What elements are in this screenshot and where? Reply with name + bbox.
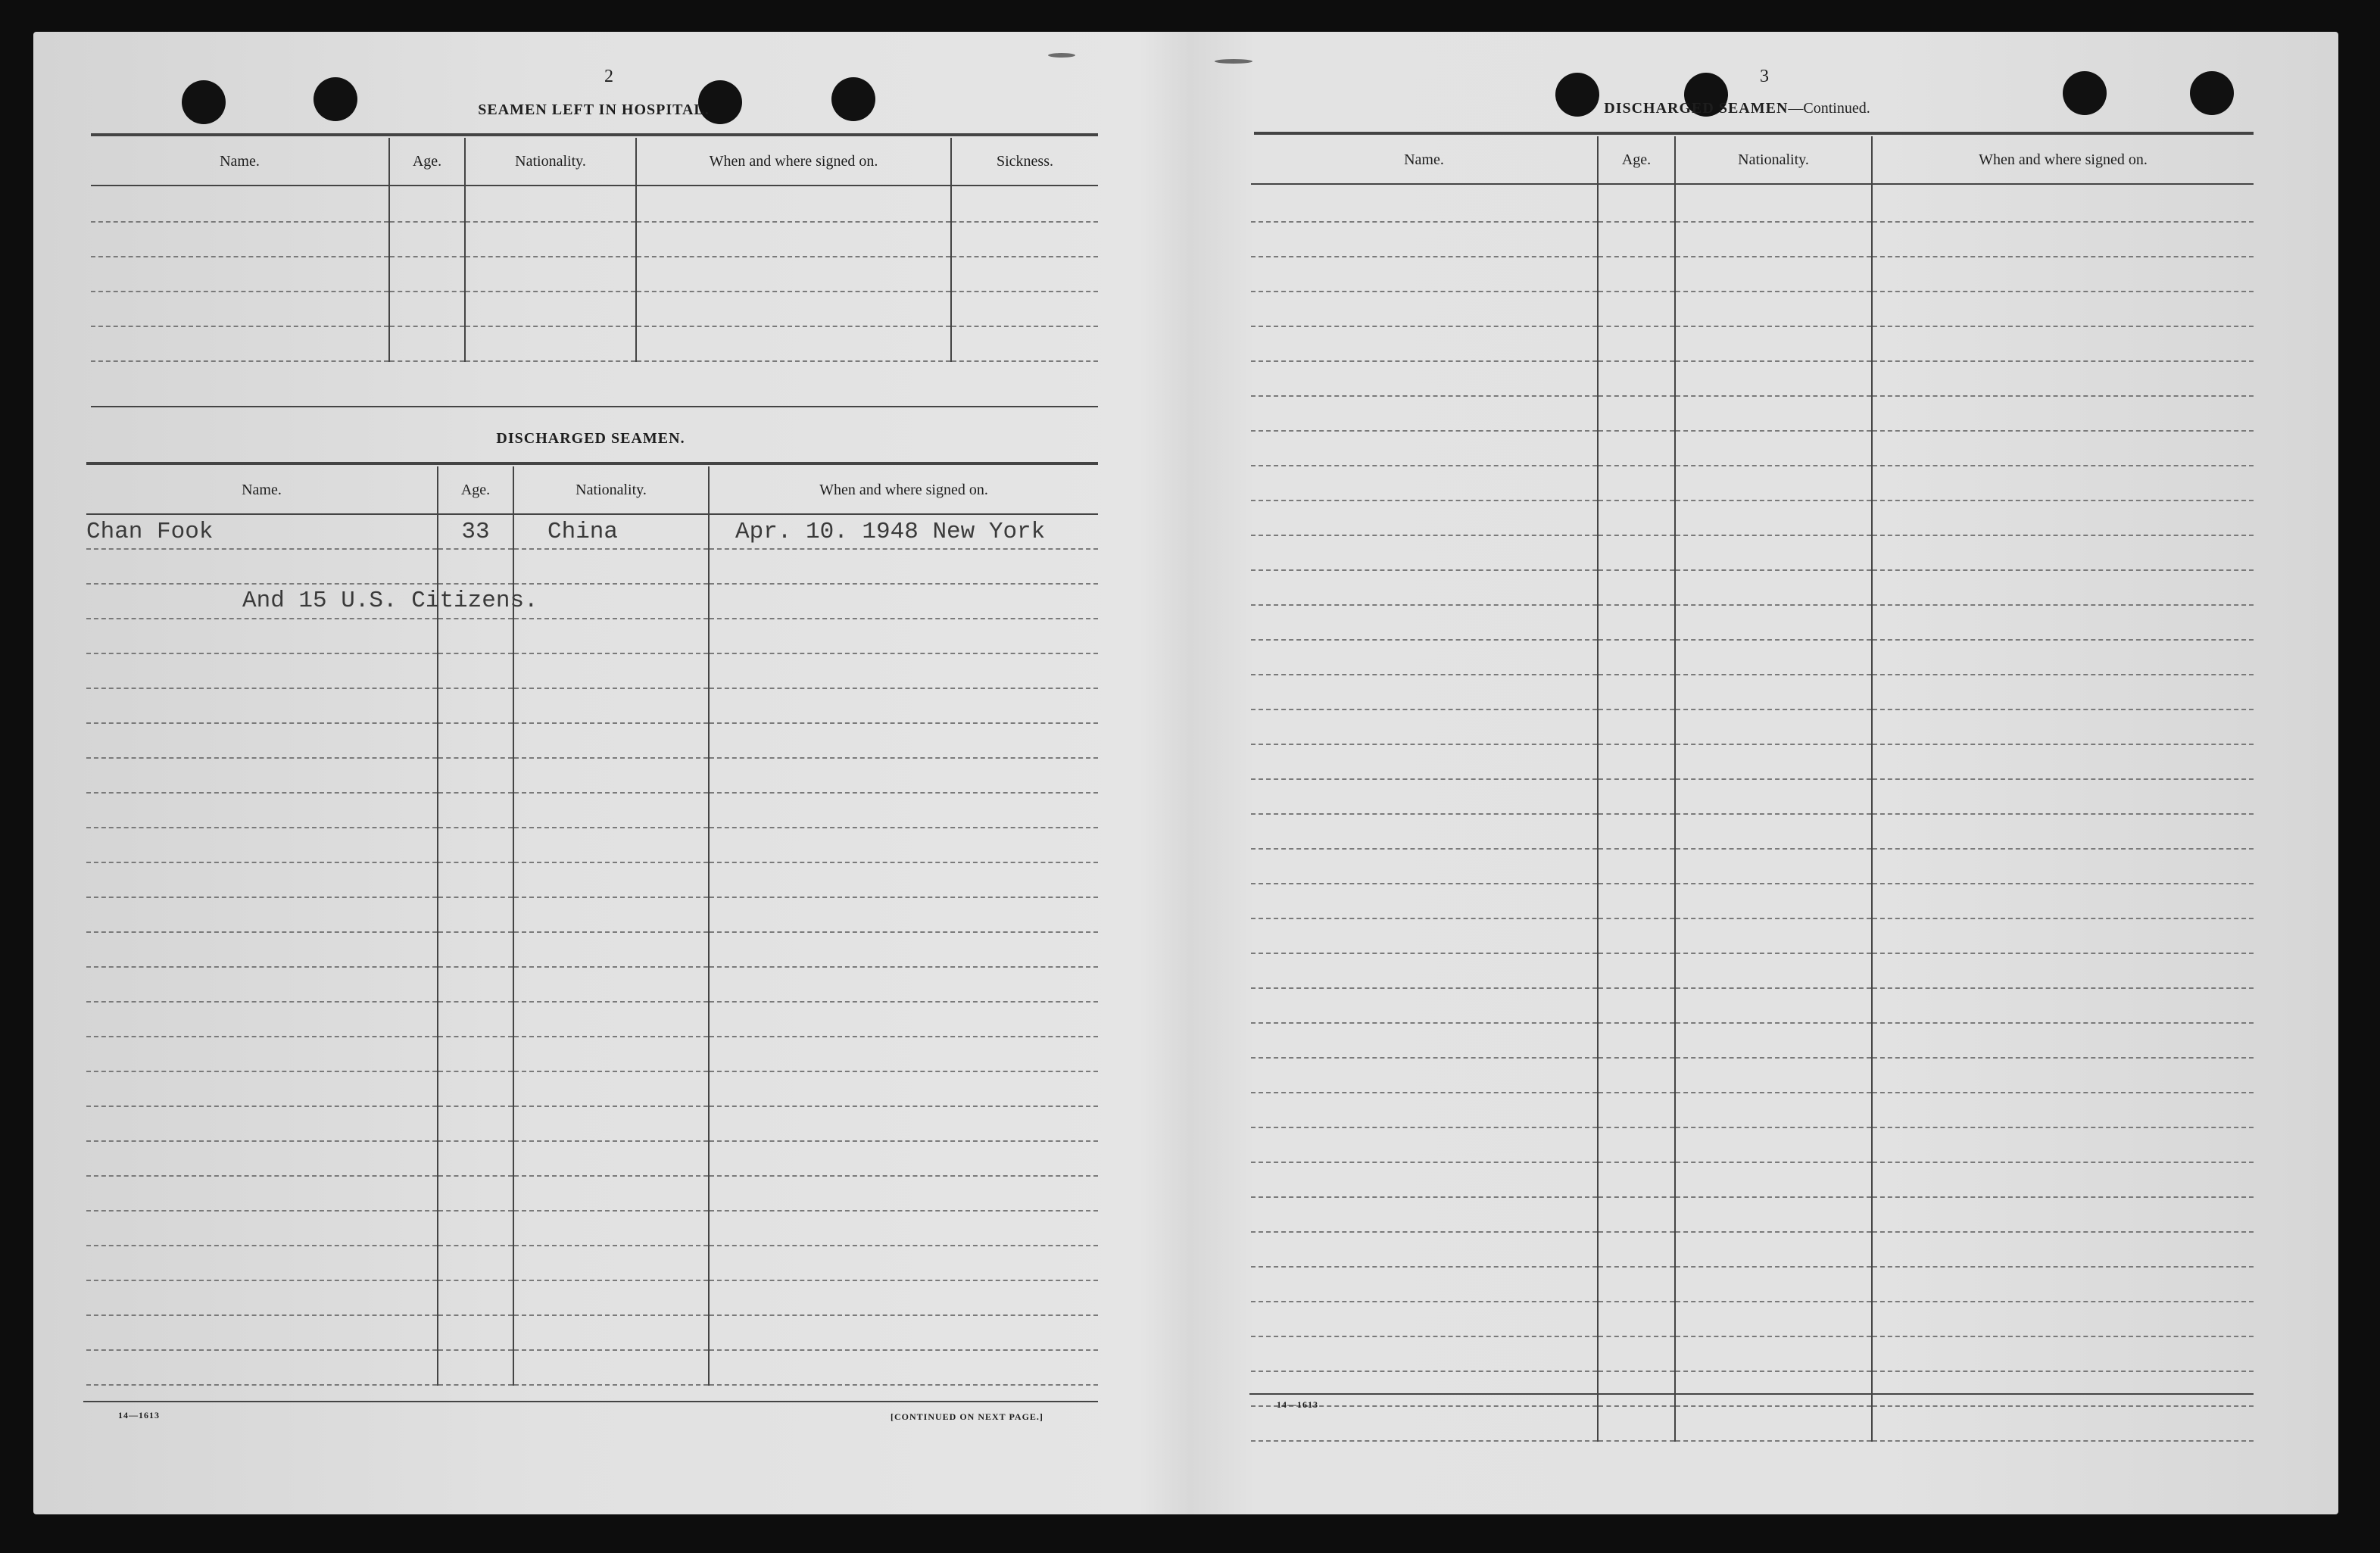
table-row <box>1251 1058 2254 1093</box>
table-row <box>86 758 1098 793</box>
table-row <box>1251 361 2254 396</box>
table-row <box>1251 184 2254 222</box>
table-row <box>1251 1406 2254 1441</box>
table-row <box>86 514 1098 549</box>
discharged-section-title: DISCHARGED SEAMEN. <box>496 430 685 447</box>
table-row <box>86 653 1098 688</box>
table-row <box>91 186 1098 222</box>
table-row <box>1251 779 2254 814</box>
table-row <box>1251 675 2254 709</box>
discharged-continued-title <box>1604 100 1870 117</box>
top-rule <box>1254 132 2254 135</box>
table-row <box>1251 709 2254 744</box>
table-row <box>1251 257 2254 292</box>
form-number: 14—1613 <box>118 1410 160 1420</box>
table-row <box>1251 222 2254 257</box>
table-row <box>91 222 1098 257</box>
col-header-nationality: Nationality. <box>1675 136 1872 184</box>
table-row <box>1251 1093 2254 1127</box>
table-row <box>86 688 1098 723</box>
table-row <box>86 1211 1098 1246</box>
table-row <box>1251 1232 2254 1267</box>
table-row <box>1251 1371 2254 1406</box>
table-row <box>91 292 1098 326</box>
table-row <box>1251 1267 2254 1302</box>
table-row <box>86 619 1098 653</box>
col-header-name: Name. <box>91 138 389 186</box>
table-row <box>1251 326 2254 361</box>
table-row <box>86 828 1098 862</box>
table-row <box>86 862 1098 897</box>
col-header-signed-on: When and where signed on. <box>709 466 1098 514</box>
table-row <box>1251 814 2254 849</box>
hospital-table <box>91 138 1098 362</box>
seaman-signed-on: Apr. 10. 1948 New York <box>709 514 1098 549</box>
table-row <box>86 932 1098 967</box>
table-row <box>86 1071 1098 1106</box>
table-row <box>91 326 1098 361</box>
table-row <box>86 1350 1098 1385</box>
table-row <box>1251 535 2254 570</box>
table-row <box>1251 953 2254 988</box>
hospital-top-rule <box>91 133 1098 136</box>
seaman-name: Chan Fook <box>86 514 438 549</box>
table-row <box>86 1106 1098 1141</box>
table-row <box>86 1246 1098 1280</box>
table-row <box>1251 1023 2254 1058</box>
table-row <box>1251 396 2254 431</box>
table-row <box>86 1037 1098 1071</box>
page-number: 2 <box>604 67 613 86</box>
citizens-note: And 15 U.S. Citizens. <box>242 588 538 614</box>
table-row <box>1251 988 2254 1023</box>
col-header-age: Age. <box>1598 136 1675 184</box>
table-row <box>86 967 1098 1002</box>
table-row <box>1251 466 2254 501</box>
continued-note: [CONTINUED ON NEXT PAGE.] <box>891 1411 1043 1422</box>
bottom-rule <box>1249 1393 2254 1395</box>
table-row <box>1251 1127 2254 1162</box>
table-row <box>1251 1302 2254 1336</box>
discharged-continued-table <box>1251 136 2254 1442</box>
continued-suffix: —Continued. <box>1788 100 1870 117</box>
right-page <box>1192 32 2338 1514</box>
col-header-signed-on: When and where signed on. <box>1872 136 2254 184</box>
col-header-nationality: Nationality. <box>465 138 636 186</box>
col-header-age: Age. <box>438 466 513 514</box>
table-row <box>1251 501 2254 535</box>
discharged-table <box>86 466 1098 1386</box>
table-row <box>1251 605 2254 640</box>
col-header-nationality: Nationality. <box>513 466 709 514</box>
hospital-bottom-rule <box>91 406 1098 407</box>
table-row <box>1251 292 2254 326</box>
table-row <box>1251 1162 2254 1197</box>
hospital-section-title: SEAMEN LEFT IN HOSPITAL. <box>478 101 710 118</box>
table-row <box>86 1002 1098 1037</box>
table-row <box>86 1280 1098 1315</box>
document-sheet <box>33 32 2338 1514</box>
col-header-name: Name. <box>86 466 438 514</box>
table-row <box>1251 849 2254 884</box>
seaman-nationality: China <box>513 514 709 549</box>
section-title-text: DISCHARGED SEAMEN <box>1604 100 1789 117</box>
table-row <box>86 897 1098 932</box>
table-row <box>1251 1197 2254 1232</box>
col-header-age: Age. <box>389 138 465 186</box>
col-header-name: Name. <box>1251 136 1598 184</box>
page-number: 3 <box>1760 67 1769 86</box>
table-row <box>86 723 1098 758</box>
table-row <box>1251 918 2254 953</box>
table-row <box>86 549 1098 584</box>
table-row <box>86 1176 1098 1211</box>
table-row <box>1251 1336 2254 1371</box>
form-number: 14—1613 <box>1277 1399 1318 1410</box>
table-row <box>1251 744 2254 779</box>
table-row <box>86 1315 1098 1350</box>
table-row <box>1251 884 2254 918</box>
table-row <box>1251 431 2254 466</box>
left-page <box>33 32 1184 1514</box>
seaman-age: 33 <box>438 514 513 549</box>
table-row <box>86 793 1098 828</box>
discharged-top-rule <box>86 462 1098 465</box>
discharged-bottom-rule <box>83 1401 1098 1402</box>
table-row <box>91 257 1098 292</box>
table-row <box>1251 570 2254 605</box>
col-header-signed-on: When and where signed on. <box>636 138 951 186</box>
table-row <box>86 584 1098 619</box>
table-row <box>1251 640 2254 675</box>
table-row <box>86 1141 1098 1176</box>
col-header-sickness: Sickness. <box>951 138 1098 186</box>
